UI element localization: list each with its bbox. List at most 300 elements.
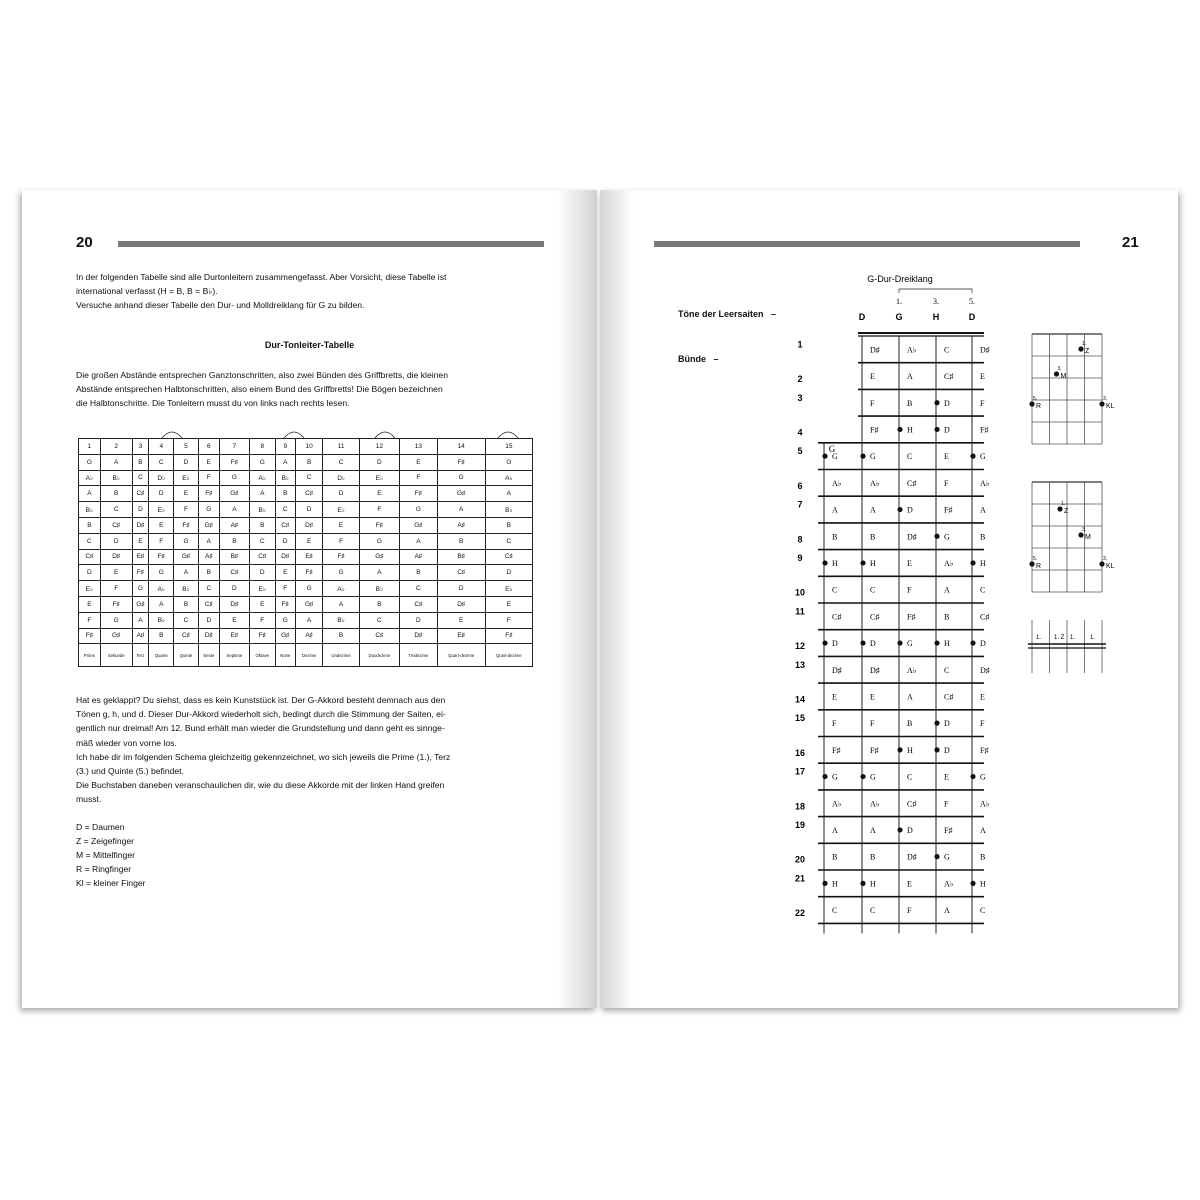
fret-number: 12 [794,641,806,652]
table-cell: A♯ [437,517,485,533]
fret-number: 17 [794,766,806,777]
open-string-name: H [932,312,940,322]
table-cell: G [275,612,295,628]
fret-note: B [832,852,838,862]
table-cell: E [100,565,132,581]
fret-note: G [907,639,913,649]
fret-note: D♯ [980,345,990,355]
table-cell: C [249,533,275,549]
table-cell: C♯ [249,549,275,565]
fret-note: E [870,692,875,702]
table-cell: Tredezime [400,644,438,667]
table-cell: C♯ [100,517,132,533]
table-cell: E [132,533,149,549]
fret-note: H [907,745,913,755]
chord-tone-dot [860,454,865,459]
open-book [22,190,1178,1010]
fret-note: B [832,532,838,542]
table-cell: B [198,565,219,581]
fret-number: 5 [797,446,803,457]
table-cell: E♭ [174,470,198,486]
degree-mark: 5. [1033,556,1038,562]
table-cell: B [132,454,149,470]
finger-label: M [1060,373,1067,380]
table-cell: C♯ [132,486,149,502]
fret-note: F♯ [980,425,989,435]
finger-label: Z [1064,508,1069,515]
table-cell: 6 [198,439,219,455]
fret-note: A [832,825,838,835]
table-cell: E [437,612,485,628]
table-cell: B [400,565,438,581]
table-cell: G [359,533,399,549]
closing-paragraph: Hat es geklappt? Du siehst, dass es kein Kunststück ist. Der G-Akkord besteht demnach aus den Tönen g, h, und d. Dieser Dur-Akkord wiederholt sich, bedingt durch die Stimmung der Saiten, ei- gentlich nur dreimal! Am 12. Bund erhält man wieder die Grundstellung und dann geht es sinnge- mäß wieder von vorne los. Ich habe dir im folgenden Schema gleichzeitig gekennzeichnet, wo sich jeweils die Prime (1.), Terz (3.) und Quinte (5.) befindet. Die Buchstaben daneben veranschaulichen dir, wie du diese Akkorde mit der linken Hand greifen musst. [76,695,451,805]
table-cell: G♯ [219,486,249,502]
table-cell: A♯ [295,628,323,644]
table-row [79,612,533,628]
left-page [22,190,597,1008]
fret-note: F [907,585,912,595]
table-cell: A [198,533,219,549]
table-cell: C [174,612,198,628]
table-cell: F [323,533,359,549]
fret-note: A [907,692,913,702]
fret-note: A♭ [870,478,880,488]
barre-label: 1. [1036,635,1042,641]
table-cell: E [79,596,101,612]
table-cell: F♯ [174,517,198,533]
fret-note: E [832,692,837,702]
fret-note: A♭ [944,879,954,889]
table-cell: G♯ [295,596,323,612]
table-cell: A♭ [485,470,532,486]
table-cell: D♯ [198,628,219,644]
fret-note: F [944,478,949,488]
table-cell: E [323,517,359,533]
section-title: Dur-Tonleiter-Tabelle [264,340,355,350]
fret-note: D♯ [980,665,990,675]
table-cell: A♭ [249,470,275,486]
table-cell: A [79,486,101,502]
table-cell: G [79,454,101,470]
table-cell: G [198,502,219,518]
table-cell: E♭ [79,581,101,597]
table-cell: 5 [174,439,198,455]
fret-note: E [907,879,912,889]
table-cell: B♭ [275,470,295,486]
finger-legend [76,820,146,890]
fret-number: 16 [794,747,806,758]
table-cell: G [485,454,532,470]
table-cell: Dezime [295,644,323,667]
table-row [79,454,533,470]
fret-note: A♭ [944,558,954,568]
fret-note: D [944,719,950,729]
fret-number: 10 [794,587,806,598]
fret-note: G [980,452,986,462]
table-cell: B [100,486,132,502]
table-cell: E♯ [219,628,249,644]
fret-note: F♯ [980,745,989,755]
fret-note: B [907,719,913,729]
open-string-name: D [858,312,866,322]
fret-note: D♯ [907,532,917,542]
table-cell: A [149,596,174,612]
finger-label: R [1036,403,1042,410]
table-cell: C [400,581,438,597]
finger-label: KL [1106,403,1115,410]
table-cell: G♯ [400,517,438,533]
fret-number: 19 [794,819,806,830]
chord-tone-dot [822,640,827,645]
finger-dot [1099,401,1104,406]
fret-note: H [832,558,838,568]
table-cell: E♭ [359,470,399,486]
degree-mark: 3. [1103,556,1108,562]
table-cell: A [132,612,149,628]
fret-note: A [944,906,950,916]
table-cell: E♭ [249,581,275,597]
fret-note: E [907,558,912,568]
table-cell: Quart-dezime [437,644,485,667]
description-paragraph: Die großen Abstände entsprechen Ganztonschritten, also zwei Bünden des Griffbretts, die kleinen Abstände entsprechen Halbtonschritten, also einem Bund des Griffbretts! Die Bögen bezeichnen die Halbtonschritte. Die Tonleitern musst du von links nach rechts lesen. [76,370,448,409]
degree-label: 1. [896,297,902,306]
fret-note: B [870,852,876,862]
table-cell: E♯ [437,628,485,644]
fret-note: F♯ [944,825,953,835]
fret-note: G [944,852,950,862]
fret-note: C [944,345,950,355]
table-cell: A [485,486,532,502]
fret-note: F♯ [832,745,841,755]
table-cell: G♯ [174,549,198,565]
fret-note: E [870,372,875,382]
table-cell: G♯ [275,628,295,644]
major-scale-table [78,438,533,667]
table-cell: D [485,565,532,581]
table-cell: F♯ [249,628,275,644]
table-cell: C♯ [79,549,101,565]
table-cell: C♯ [359,628,399,644]
degree-mark: 3. [1082,527,1087,533]
table-cell: B♭ [79,502,101,518]
table-cell: G♯ [100,628,132,644]
fret-number: 2 [797,374,803,385]
fret-note: F [870,719,875,729]
fret-note: H [944,639,950,649]
table-cell: 3 [132,439,149,455]
chord-tone-dot [970,774,975,779]
table-cell: D [79,565,101,581]
chord-tone-dot [970,881,975,886]
fret-note: B [870,532,876,542]
degree-mark: 5. [1033,396,1038,402]
table-cell: G♯ [132,596,149,612]
fret-note: C♯ [907,799,917,809]
table-cell: Sexte [198,644,219,667]
fret-note: F [980,398,985,408]
table-cell: Quint-dezime [485,644,532,667]
chord-tone-dot [860,881,865,886]
table-row [79,596,533,612]
fret-note: D♯ [907,852,917,862]
table-cell: Undezime [323,644,359,667]
table-cell: A [249,486,275,502]
table-cell: C♯ [437,565,485,581]
chord-tone-dot [897,507,902,512]
degree-label: 3. [933,297,939,306]
chord-tone-dot [970,640,975,645]
table-cell: 10 [295,439,323,455]
table-cell: C [485,533,532,549]
table-cell: 15 [485,439,532,455]
finger-dot [1029,401,1034,406]
degree-mark: 1. [1082,341,1087,347]
fret-note: F♯ [944,505,953,515]
fret-note: A [870,825,876,835]
table-cell: E [400,454,438,470]
table-cell: E♭ [323,502,359,518]
fret-note: D [870,639,876,649]
table-cell: 9 [275,439,295,455]
chord-tone-dot [934,427,939,432]
finger-label: KL [1106,563,1115,570]
fret-note: A [870,505,876,515]
table-row [79,470,533,486]
open-string-name: G [895,312,903,322]
table-cell: Terz [132,644,149,667]
finger-dot [1099,561,1104,566]
table-cell: E♭ [149,502,174,518]
table-cell: C [323,454,359,470]
table-cell: A♯ [132,628,149,644]
table-cell: D♯ [275,549,295,565]
fret-note: H [870,558,876,568]
table-cell: E [174,486,198,502]
fret-note: A [980,825,986,835]
table-cell: B [359,596,399,612]
table-cell: F [249,612,275,628]
table-cell: G [295,581,323,597]
table-cell: A♯ [198,549,219,565]
table-cell: C♯ [219,565,249,581]
table-cell: Sekunde [100,644,132,667]
fret-note: A♭ [980,478,990,488]
fret-note: B [980,852,986,862]
open-strings-label: Töne der Leersaiten – [678,309,777,319]
table-cell: B♯ [219,549,249,565]
table-cell: A [400,533,438,549]
table-cell: E♭ [485,581,532,597]
fret-note: B [944,612,950,622]
chord-tone-dot [934,534,939,539]
table-cell: C [359,612,399,628]
table-cell: D♯ [219,596,249,612]
chord-tone-dot [934,747,939,752]
table-row [79,581,533,597]
chord-tone-dot [897,427,902,432]
fret-note: D [944,745,950,755]
table-cell: Prime [79,644,101,667]
table-cell: D [359,454,399,470]
table-cell: A [295,612,323,628]
fret-note: F♯ [870,745,879,755]
table-header-row [79,439,533,455]
fret-number: 6 [797,480,803,491]
finger-dot [1029,561,1034,566]
table-cell: F♯ [219,454,249,470]
table-cell: D♯ [295,517,323,533]
table-cell: F♯ [359,517,399,533]
fret-note: G [870,772,876,782]
fret-note: A♭ [907,345,917,355]
chord-tone-dot [860,640,865,645]
finger-legend-item: R = Ringfinger [76,864,132,874]
table-cell: Quinte [174,644,198,667]
interval-names-row [79,644,533,667]
chord-tone-dot [860,560,865,565]
fret-note: G [944,532,950,542]
table-cell: F [100,581,132,597]
fret-note: F [870,398,875,408]
fret-note: D♯ [870,345,880,355]
chord-tone-dot [897,747,902,752]
fret-note: G [980,772,986,782]
table-cell: E [359,486,399,502]
fret-note: G [832,452,838,462]
table-cell: A♭ [79,470,101,486]
table-cell: C [275,502,295,518]
table-cell: Oktave [249,644,275,667]
fret-note: F [944,799,949,809]
table-cell: D♯ [400,628,438,644]
fret-number: 4 [797,427,803,438]
table-cell: E [149,517,174,533]
table-cell: C [149,454,174,470]
table-cell: F [198,470,219,486]
table-cell: A [219,502,249,518]
table-cell: E [198,454,219,470]
fret-number: 15 [794,713,806,724]
table-cell: None [275,644,295,667]
table-cell: D♯ [100,549,132,565]
table-cell: B [79,517,101,533]
table-cell: F♯ [323,549,359,565]
table-cell: D [100,533,132,549]
fret-note: G [832,772,838,782]
table-cell: C♯ [485,549,532,565]
fret-number: 20 [794,854,806,865]
chord-tone-dot [934,854,939,859]
table-cell: D♯ [132,517,149,533]
fret-note: C♯ [832,612,842,622]
fret-note: A [980,505,986,515]
chord-tone-dot [934,721,939,726]
fret-note: F♯ [870,425,879,435]
fret-note: C [980,585,986,595]
fret-note: D♯ [832,665,842,675]
table-cell: C♯ [174,628,198,644]
table-row [79,549,533,565]
table-cell: B♭ [485,502,532,518]
table-cell: 4 [149,439,174,455]
table-cell: F♯ [149,549,174,565]
table-cell: D [295,502,323,518]
table-cell: D♭ [323,470,359,486]
page-number-left: 20 [76,234,93,251]
table-cell: 14 [437,439,485,455]
fret-note: A♭ [832,478,842,488]
table-cell: 1 [79,439,101,455]
table-cell: B [323,628,359,644]
finger-dot [1057,506,1062,511]
table-cell: B [219,533,249,549]
fret-note: H [907,425,913,435]
chord-tone-dot [822,881,827,886]
header-bar-left [118,241,544,247]
degree-mark: 3. [1057,366,1062,372]
barre-label: 1. Z [1054,635,1065,641]
table-cell: G [132,581,149,597]
table-row [79,486,533,502]
table-cell: Duodezime [359,644,399,667]
table-cell: A♭ [149,581,174,597]
table-cell: 12 [359,439,399,455]
table-cell: F♯ [275,596,295,612]
table-cell: B [295,454,323,470]
fret-note: C♯ [944,692,954,702]
table-cell: E [275,565,295,581]
fret-note: F [980,719,985,729]
table-cell: E [219,612,249,628]
table-cell: G [400,502,438,518]
table-cell: C [295,470,323,486]
table-cell: F [79,612,101,628]
fret-note: C [944,665,950,675]
table-cell: A [437,502,485,518]
table-cell: B♭ [100,470,132,486]
page-number-right: 21 [1122,234,1139,251]
table-cell: G [149,565,174,581]
fret-note: A♭ [980,799,990,809]
table-cell: A [323,596,359,612]
fret-note: D [944,398,950,408]
fret-note: B [907,398,913,408]
table-cell: F♯ [437,454,485,470]
table-cell: 8 [249,439,275,455]
fret-note: C [832,906,838,916]
chord-tone-dot [934,640,939,645]
fret-note: C [870,585,876,595]
table-cell: B [174,596,198,612]
table-cell: D [174,454,198,470]
table-cell: D [323,486,359,502]
fret-note: A♭ [832,799,842,809]
barre-label: 1. [1070,635,1076,641]
fret-note: A [944,585,950,595]
left-gutter-shadow [557,190,597,1008]
fret-note: H [980,558,986,568]
table-cell: D [437,581,485,597]
table-cell: F [174,502,198,518]
table-cell: B [485,517,532,533]
fret-note: A [907,372,913,382]
table-cell: C [79,533,101,549]
table-cell: G [174,533,198,549]
fret-number: 22 [794,908,806,919]
table-cell: B [275,486,295,502]
table-cell: C [198,581,219,597]
